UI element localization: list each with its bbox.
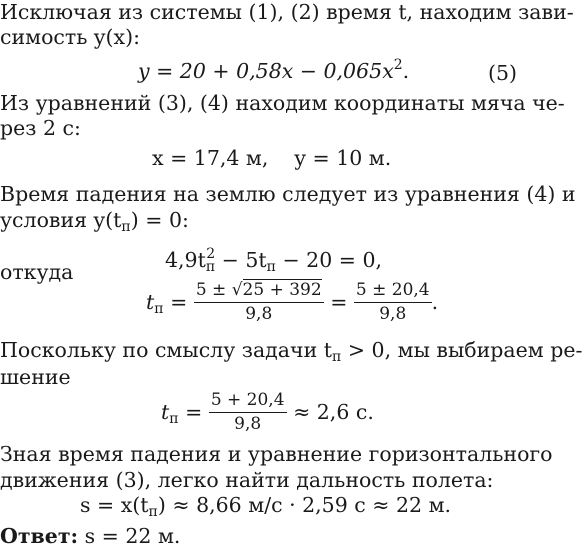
range-lhs: s = x(t bbox=[80, 493, 149, 517]
solution-lhs: t bbox=[161, 400, 170, 424]
solution-fraction-numerator: 5 + 20,4 bbox=[209, 392, 287, 413]
equation-5-end: . bbox=[402, 59, 410, 83]
paragraph-4-text-a: Поскольку по смыслу задачи t bbox=[0, 338, 332, 362]
answer-value: s = 22 м. bbox=[78, 524, 181, 548]
condition-subscript: п bbox=[121, 219, 131, 235]
answer-line bbox=[0, 526, 180, 547]
paragraph-4-line-1 bbox=[0, 338, 582, 365]
quad-term-b: − 5t bbox=[215, 248, 267, 272]
quadratic-equation bbox=[165, 246, 383, 275]
condition-end: ) = 0: bbox=[130, 208, 189, 232]
root2-fraction bbox=[354, 282, 432, 323]
solution-rhs: ≈ 2,6 с. bbox=[286, 400, 374, 424]
quad-term-a-subscript: п bbox=[205, 259, 216, 275]
paragraph-4-subscript: п bbox=[332, 349, 342, 365]
coordinate-y: y = 10 м. bbox=[294, 146, 392, 170]
range-rhs: ) ≈ 8,66 м/с · 2,59 с ≈ 22 м. bbox=[157, 493, 452, 517]
paragraph-3-line-2 bbox=[0, 208, 189, 235]
coordinates-equation bbox=[152, 148, 391, 169]
paragraph-5-line-2: движения (3), легко найти дальность полета: bbox=[0, 468, 494, 492]
quad-term-a-exponent: 2 bbox=[206, 246, 216, 262]
paragraph-5-line-1: Зная время падения и уравнение горизонтального bbox=[0, 442, 553, 466]
quad-term-c: − 20 = 0, bbox=[275, 248, 383, 272]
sqrt-symbol: √ bbox=[231, 280, 243, 300]
answer-label: Ответ: bbox=[0, 524, 79, 548]
paragraph-2-line-2: рез 2 с: bbox=[0, 116, 81, 140]
root-fraction-denominator: 9,8 bbox=[245, 304, 273, 324]
root-equals: = bbox=[163, 290, 194, 314]
quad-term-a: 4,9t bbox=[165, 248, 206, 272]
root-equation bbox=[146, 280, 439, 324]
root2-fraction-numerator: 5 ± 20,4 bbox=[354, 282, 432, 303]
root2-fraction-denominator: 9,8 bbox=[379, 304, 407, 324]
root-lhs: t bbox=[146, 290, 155, 314]
sqrt-content: 25 + 392 bbox=[242, 280, 322, 300]
quad-term-b-subscript: п bbox=[266, 259, 276, 275]
root-end: . bbox=[431, 290, 439, 314]
root-lhs-subscript: п bbox=[154, 301, 164, 317]
root-fraction bbox=[194, 282, 324, 323]
equation-5 bbox=[138, 57, 410, 83]
solution-fraction bbox=[209, 392, 287, 433]
equation-5-number: (5) bbox=[487, 61, 517, 85]
solution-lhs-subscript: п bbox=[169, 411, 179, 427]
paragraph-4-text-b: > 0, мы выбираем ре- bbox=[341, 338, 582, 362]
range-equation bbox=[80, 493, 452, 520]
root-numerator-prefix: 5 ± bbox=[195, 280, 232, 300]
paragraph-3-line-1: Время падения на землю следует из уравнения (4) и bbox=[0, 182, 576, 206]
solution-equals: = bbox=[178, 400, 209, 424]
paragraph-2-line-1: Из уравнений (3), (4) находим координаты мяча че- bbox=[0, 91, 565, 115]
paragraph-1-line-1: Исключая из системы (1), (2) время t, находим зави- bbox=[0, 0, 574, 24]
otkuda-text: откуда bbox=[0, 260, 74, 284]
coordinate-x: x = 17,4 м, bbox=[152, 146, 269, 170]
paragraph-1-line-2: симость y(x): bbox=[0, 25, 140, 49]
equation-5-body: y = 20 + 0,58x − 0,065x bbox=[138, 59, 394, 83]
solution-equation bbox=[161, 390, 374, 434]
equation-5-exponent: 2 bbox=[393, 57, 403, 73]
range-subscript: п bbox=[148, 504, 158, 520]
condition-text: условия y(t bbox=[0, 208, 122, 232]
solution-fraction-denominator: 9,8 bbox=[234, 414, 262, 434]
paragraph-4-line-2: шение bbox=[0, 365, 71, 389]
root-equals-2: = bbox=[323, 290, 354, 314]
root-fraction-numerator bbox=[194, 282, 324, 303]
